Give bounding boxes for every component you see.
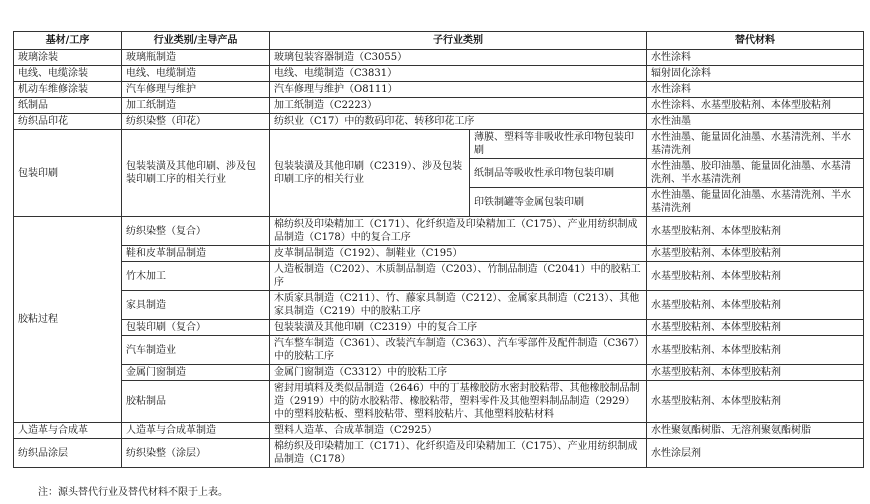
cell-sub: 人造板制造（C202）、木质制品制造（C203）、竹制品制造（C2041）中的胶粘工序 xyxy=(270,262,647,291)
cell-alt: 水基型胶粘剂、本体型胶粘剂 xyxy=(647,320,864,336)
cell-alt: 水基型胶粘剂、本体型胶粘剂 xyxy=(647,381,864,423)
cell-industry: 金属门窗制造 xyxy=(122,365,270,381)
table-row xyxy=(14,423,864,439)
cell-sub2: 薄膜、塑料等非吸收性承印物包装印刷 xyxy=(470,130,647,159)
cell-sub: 加工纸制造（C2223） xyxy=(270,98,647,114)
cell-industry: 纺织染整（复合） xyxy=(122,217,270,246)
cell-sub: 电线、电缆制造（C3831） xyxy=(270,66,647,82)
cell-alt: 水基型胶粘剂、本体型胶粘剂 xyxy=(647,246,864,262)
cell-alt: 水性聚氨酯树脂、无溶剂聚氨酯树脂 xyxy=(647,423,864,439)
table-row xyxy=(14,217,864,246)
table-row xyxy=(14,66,864,82)
cell-industry: 加工纸制造 xyxy=(122,98,270,114)
cell-sub: 木质家具制造（C211）、竹、藤家具制造（C212）、金属家具制造（C213）、其他家具制造（C219）中的胶粘工序 xyxy=(270,291,647,320)
cell-sub: 玻璃包装容器制造（C3055） xyxy=(270,50,647,66)
cell-alt: 水基型胶粘剂、本体型胶粘剂 xyxy=(647,336,864,365)
cell-alt: 水性油墨 xyxy=(647,114,864,130)
cell-industry: 汽车制造业 xyxy=(122,336,270,365)
cell-industry: 玻璃瓶制造 xyxy=(122,50,270,66)
table-note: 注：源头替代行业及替代材料不限于上表。 xyxy=(38,487,228,498)
table-row xyxy=(14,291,864,320)
table-row xyxy=(14,130,864,159)
header-alternative: 替代材料 xyxy=(647,32,864,50)
cell-base: 玻璃涂装 xyxy=(14,50,122,66)
cell-alt: 水性油墨、胶印油墨、能量固化油墨、水基清洗剂、半水基清洗剂 xyxy=(647,159,864,188)
cell-industry: 胶粘制品 xyxy=(122,381,270,423)
substitution-table-container xyxy=(13,31,863,468)
cell-base: 人造革与合成革 xyxy=(14,423,122,439)
substitution-table xyxy=(13,31,864,468)
cell-sub: 棉纺织及印染精加工（C171）、化纤织造及印染精加工（C175）、产业用纺织制成品制造（C178）中的复合工序 xyxy=(270,217,647,246)
cell-base: 机动车维修涂装 xyxy=(14,82,122,98)
cell-sub: 塑料人造革、合成革制造（C2925） xyxy=(270,423,647,439)
table-row xyxy=(14,262,864,291)
cell-alt: 水基型胶粘剂、本体型胶粘剂 xyxy=(647,291,864,320)
header-sub-industry: 子行业类别 xyxy=(270,32,647,50)
cell-alt: 水基型胶粘剂、本体型胶粘剂 xyxy=(647,365,864,381)
table-row xyxy=(14,246,864,262)
cell-alt: 水性涂层剂 xyxy=(647,439,864,468)
cell-alt: 水性涂料 xyxy=(647,82,864,98)
cell-sub: 汽车整车制造（C361）、改装汽车制造（C363）、汽车零部件及配件制造（C367）中的胶粘工序 xyxy=(270,336,647,365)
cell-sub2: 纸制品等吸收性承印物包装印刷 xyxy=(470,159,647,188)
cell-industry: 纺织染整（涂层） xyxy=(122,439,270,468)
cell-industry: 包装印刷（复合） xyxy=(122,320,270,336)
cell-sub: 密封用填料及类似品制造（2646）中的丁基橡胶防水密封胶粘带、其他橡胶制品制造（2919）中的防水胶粘带、橡胶粘带，塑料零件及其他塑料制品制造（2929）中的塑料胶粘板、塑料胶粘带、塑料胶粘片、其他塑料胶粘材料 xyxy=(270,381,647,423)
cell-alt: 水基型胶粘剂、本体型胶粘剂 xyxy=(647,262,864,291)
cell-alt: 水性涂料、水基型胶粘剂、本体型胶粘剂 xyxy=(647,98,864,114)
cell-base: 包装印刷 xyxy=(14,130,122,217)
header-industry: 行业类别/主导产品 xyxy=(122,32,270,50)
cell-industry: 家具制造 xyxy=(122,291,270,320)
cell-base: 胶粘过程 xyxy=(14,217,122,423)
cell-industry: 竹木加工 xyxy=(122,262,270,291)
cell-alt: 水性油墨、能量固化油墨、水基清洗剂、半水基清洗剂 xyxy=(647,188,864,217)
cell-base: 纸制品 xyxy=(14,98,122,114)
header-row xyxy=(14,32,864,50)
cell-sub: 皮革制品制造（C192）、制鞋业（C195） xyxy=(270,246,647,262)
cell-sub: 棉纺织及印染精加工（C171）、化纤织造及印染精加工（C175）、产业用纺织制成品制造（C178） xyxy=(270,439,647,468)
cell-industry: 汽车修理与维护 xyxy=(122,82,270,98)
table-row xyxy=(14,50,864,66)
header-base: 基材/工序 xyxy=(14,32,122,50)
cell-industry: 人造革与合成革制造 xyxy=(122,423,270,439)
cell-sub2: 印铁制罐等金属包装印刷 xyxy=(470,188,647,217)
table-row xyxy=(14,98,864,114)
cell-sub: 汽车修理与维护（O8111） xyxy=(270,82,647,98)
table-row xyxy=(14,365,864,381)
table-row xyxy=(14,336,864,365)
cell-industry: 电线、电缆制造 xyxy=(122,66,270,82)
cell-sub: 金属门窗制造（C3312）中的胶粘工序 xyxy=(270,365,647,381)
cell-base: 电线、电缆涂装 xyxy=(14,66,122,82)
cell-base: 纺织品印花 xyxy=(14,114,122,130)
cell-industry: 鞋和皮革制品制造 xyxy=(122,246,270,262)
cell-sub: 包装装潢及其他印刷（C2319）中的复合工序 xyxy=(270,320,647,336)
cell-sub: 纺织业（C17）中的数码印花、转移印花工序 xyxy=(270,114,647,130)
cell-alt: 水性涂料 xyxy=(647,50,864,66)
table-row xyxy=(14,439,864,468)
table-row xyxy=(14,381,864,423)
cell-alt: 辐射固化涂料 xyxy=(647,66,864,82)
cell-sub: 包装装潢及其他印刷（C2319）、涉及包装印刷工序的相关行业 xyxy=(270,130,470,217)
cell-alt: 水性油墨、能量固化油墨、水基清洗剂、半水基清洗剂 xyxy=(647,130,864,159)
table-row xyxy=(14,114,864,130)
table-row xyxy=(14,82,864,98)
cell-industry: 纺织染整（印花） xyxy=(122,114,270,130)
cell-base: 纺织品涂层 xyxy=(14,439,122,468)
table-row xyxy=(14,320,864,336)
cell-industry: 包装装潢及其他印刷、涉及包装印刷工序的相关行业 xyxy=(122,130,270,217)
cell-alt: 水基型胶粘剂、本体型胶粘剂 xyxy=(647,217,864,246)
